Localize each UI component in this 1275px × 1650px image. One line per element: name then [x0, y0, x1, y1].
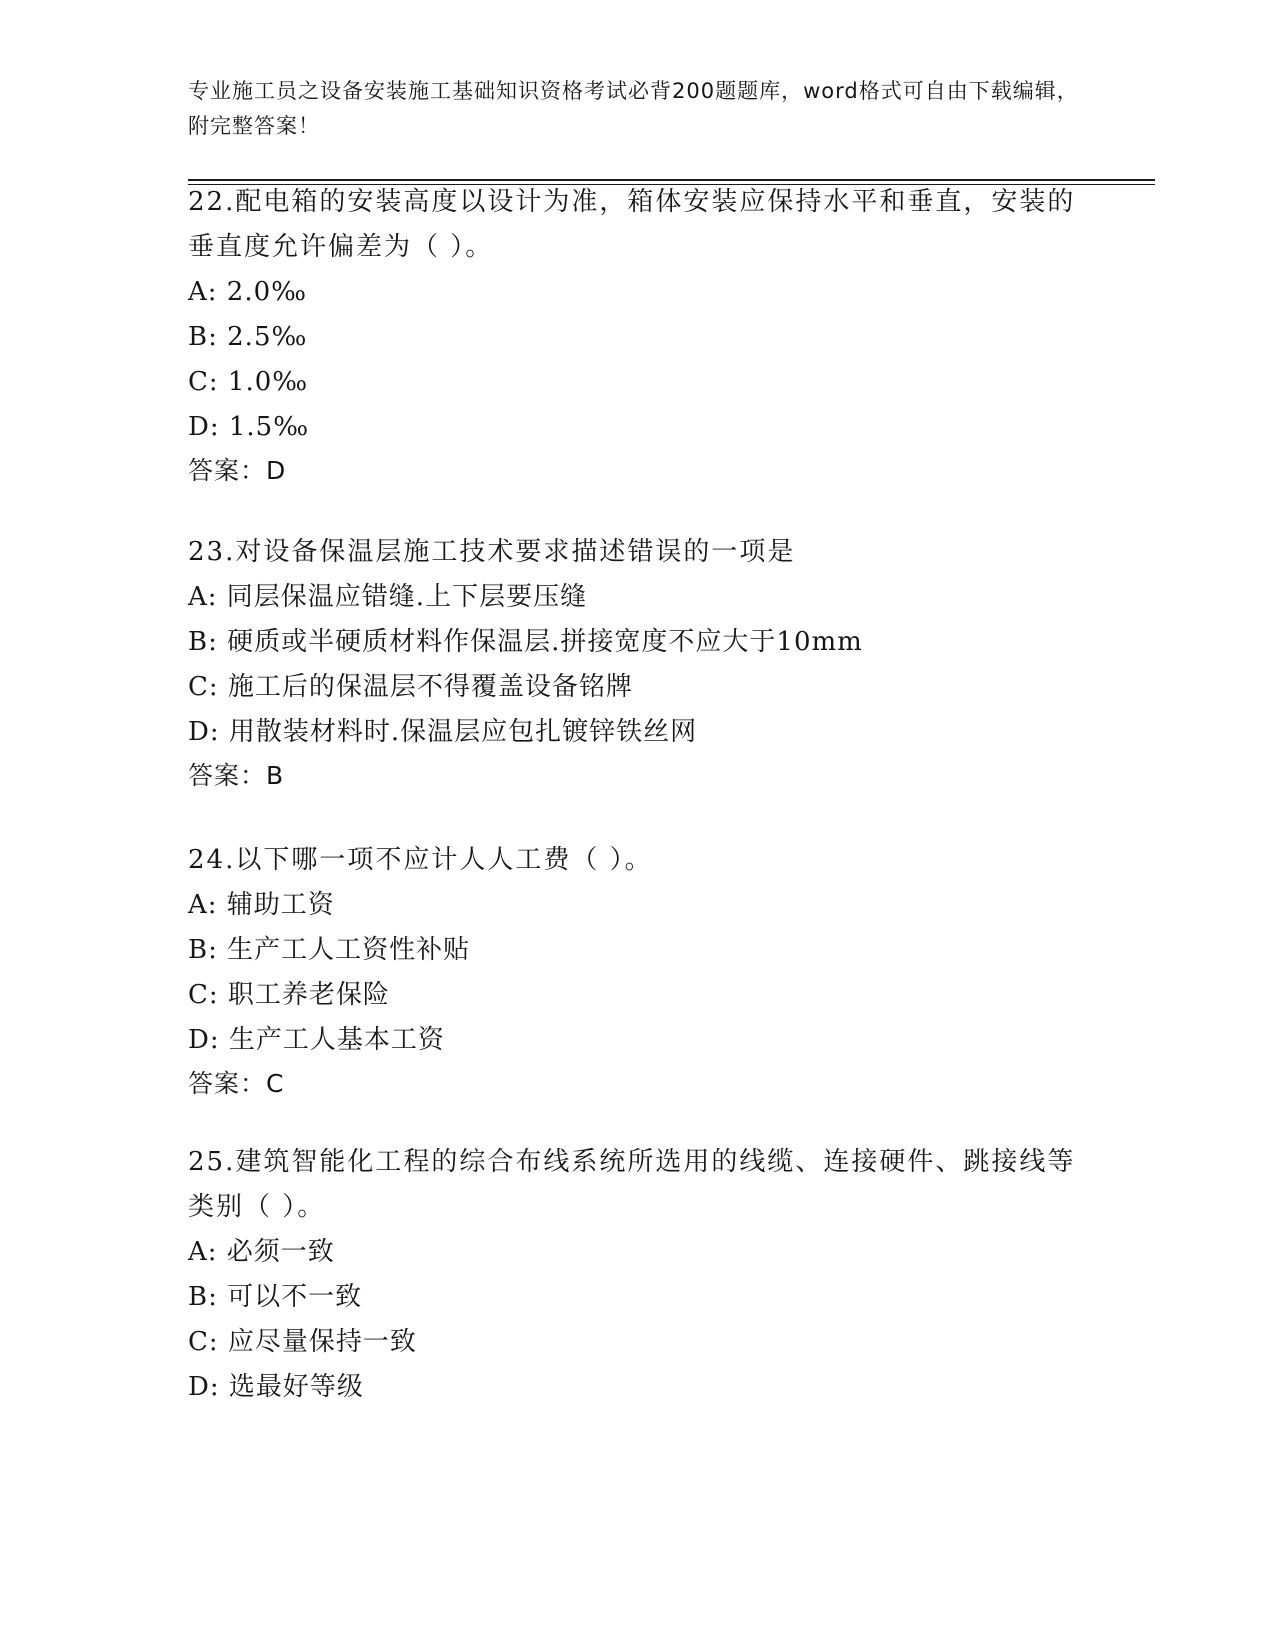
question-22: [188, 180, 1088, 492]
answer-line: 答案：C: [188, 1069, 285, 1098]
option-c: C: 施工后的保温层不得覆盖设备铭牌: [188, 672, 633, 702]
answer-line: 答案：D: [188, 456, 287, 485]
question-stem: 25.建筑智能化工程的综合布线系统所选用的线缆、连接硬件、跳接线等类别（ ）。: [188, 1147, 1076, 1222]
question-stem: 23.对设备保温层施工技术要求描述错误的一项是: [188, 537, 796, 567]
option-b: B: 2.5‰: [188, 322, 308, 352]
option-a: A: 辅助工资: [188, 890, 335, 920]
option-b: B: 硬质或半硬质材料作保温层.拼接宽度不应大于10mm: [188, 627, 863, 657]
option-d: D: 用散装材料时.保温层应包扎镀锌铁丝网: [188, 717, 698, 747]
option-b: B: 生产工人工资性补贴: [188, 935, 471, 965]
answer-line: 答案：B: [188, 761, 285, 790]
question-stem: 22.配电箱的安装高度以设计为准，箱体安装应保持水平和垂直，安装的垂直度允许偏差为（ ）。: [188, 187, 1076, 262]
option-b: B: 可以不一致: [188, 1282, 363, 1312]
option-d: D: 1.5‰: [188, 412, 310, 442]
option-a: A: 必须一致: [188, 1237, 335, 1267]
option-c: C: 职工养老保险: [188, 980, 390, 1010]
question-25: [188, 1140, 1088, 1410]
option-d: D: 生产工人基本工资: [188, 1025, 445, 1055]
question-23: [188, 530, 1088, 797]
question-stem: 24.以下哪一项不应计人人工费（ ）。: [188, 845, 653, 875]
document-header: 专业施工员之设备安装施工基础知识资格考试必背200题题库，word格式可自由下载编辑，附完整答案！: [188, 79, 1079, 138]
option-c: C: 1.0‰: [188, 367, 309, 397]
option-d: D: 选最好等级: [188, 1372, 364, 1402]
option-c: C: 应尽量保持一致: [188, 1327, 417, 1357]
question-24: [188, 838, 1088, 1105]
option-a: A: 2.0‰: [188, 277, 308, 307]
option-a: A: 同层保温应错缝.上下层要压缝: [188, 582, 588, 612]
